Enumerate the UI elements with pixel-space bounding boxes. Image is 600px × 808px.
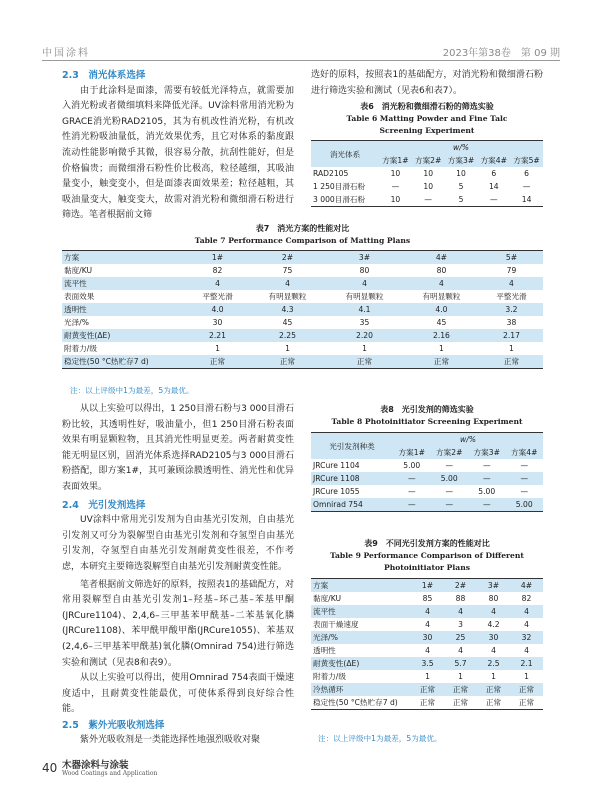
table-9-caption	[311, 538, 543, 574]
table-row	[311, 167, 543, 180]
table-cell: 有明显颗粒	[268, 292, 307, 301]
table-cell: 1	[439, 344, 444, 353]
table-cell: 2.17	[503, 331, 520, 340]
row-label: 透明性	[313, 646, 336, 655]
table-cell: 14	[521, 195, 532, 204]
table-row	[62, 290, 543, 303]
table-8	[311, 432, 543, 512]
column-header: 4#	[520, 581, 533, 590]
paragraph: UV涂料中常用光引发剂为自由基光引发剂，自由基光引发剂又可分为裂解型自由基光引发剂和夺氢型自由基光引发剂，夺氢型自由基光引发剂耐黄变性很差，不作考虑，本研究主要筛选裂解型自由基光引发剂耐黄变性能。	[62, 515, 294, 572]
column-header: 方案	[64, 253, 80, 262]
table-cell: 正常	[433, 357, 450, 366]
table-cell: 4	[524, 607, 529, 616]
table-cell: 正常	[485, 685, 502, 694]
table-7-caption	[62, 223, 543, 247]
table-row	[311, 644, 543, 657]
column-header: 3#	[487, 581, 500, 590]
table-cell: 30	[488, 633, 499, 642]
table-row	[311, 683, 543, 696]
table-8-body	[311, 459, 543, 512]
table-cell: 平整光滑	[202, 292, 233, 301]
page-number: 40	[42, 761, 58, 775]
table-title-cn: 表6 消光粉和微细滑石粉的筛选实验	[360, 102, 494, 111]
row-label: 光泽/%	[313, 633, 338, 642]
row-label: 3 000目滑石粉	[313, 195, 366, 204]
table-cell: —	[522, 182, 531, 191]
table-row	[311, 180, 543, 193]
table-cell: 4	[439, 279, 444, 288]
table-cell: 80	[359, 266, 370, 275]
table-row	[62, 342, 543, 355]
table-cell: 88	[455, 594, 466, 603]
table-cell: —	[445, 487, 454, 496]
table-cell: 10	[390, 195, 401, 204]
table-cell: —	[424, 195, 432, 204]
table-cell: 4	[425, 607, 430, 616]
table-cell: 4	[458, 646, 463, 655]
table-cell: 10	[423, 169, 434, 178]
table-cell: 4.2	[487, 620, 500, 629]
table-cell: 5.00	[478, 487, 496, 496]
table-cell: 14	[488, 182, 499, 191]
table-6-caption	[311, 101, 543, 137]
row-label: 稳定性(50 °C热贮存7 d)	[313, 698, 398, 707]
table-title-en: Table 6 Matting Powder and Fine Talc Screening Experiment	[346, 114, 508, 135]
table-cell: 4	[425, 620, 430, 629]
table-cell: 2.20	[356, 331, 373, 340]
row-label: 附着力/级	[313, 672, 346, 681]
column-header: 方案1#	[398, 448, 425, 457]
table-cell: 2.1	[520, 659, 533, 668]
footer-journal-cn: 木器涂料与涂装	[62, 760, 129, 771]
table-cell: —	[407, 500, 416, 509]
column-header: 方案2#	[415, 156, 442, 165]
table-cell: 有明显颗粒	[345, 292, 384, 301]
table-cell: 5.00	[403, 461, 421, 470]
row-label: JRCure 1108	[313, 474, 360, 483]
column-header: 方案4#	[511, 448, 538, 457]
table-9	[311, 578, 543, 710]
table-cell: 4	[491, 646, 496, 655]
column-header: 方案5#	[513, 156, 540, 165]
footer-journal-en: Wood Coatings and Application	[62, 770, 158, 777]
table-row	[62, 303, 543, 316]
issue-info: 2023年第38卷 第 09 期	[442, 48, 560, 59]
table-cell: 1	[362, 344, 367, 353]
table-cell: 6	[524, 169, 530, 178]
table-cell: 4	[524, 646, 529, 655]
table-cell: 45	[282, 318, 293, 327]
table-row	[311, 631, 543, 644]
table-cell: 5	[458, 182, 464, 191]
table-cell: 1	[524, 672, 529, 681]
table-cell: —	[482, 500, 491, 509]
row-label: 耐黄变性(ΔE)	[64, 331, 111, 340]
table-cell: 30	[422, 633, 433, 642]
table-cell: 正常	[503, 357, 520, 366]
table-title-cn: 表8 光引发剂的筛选实验	[380, 405, 474, 414]
table-cell: 25	[455, 633, 466, 642]
journal-name: 中国涂料	[42, 48, 90, 59]
table-row	[311, 618, 543, 631]
table-cell: 正常	[419, 685, 436, 694]
table-cell: 3.5	[421, 659, 434, 668]
table-cell: 10	[423, 182, 434, 191]
table-cell: 4.1	[358, 305, 371, 314]
table-cell: 80	[436, 266, 447, 275]
table-cell: —	[520, 487, 529, 496]
table-cell: 4	[285, 279, 290, 288]
table-cell: 1	[458, 672, 463, 681]
column-header: 方案1#	[382, 156, 409, 165]
table-cell: 82	[212, 266, 223, 275]
left-column-bottom	[62, 402, 294, 749]
table-cell: 5	[458, 195, 464, 204]
paragraph: 紫外光吸收剂是一类能选择性地强烈吸收对聚	[80, 735, 261, 746]
table-cell: 有明显颗粒	[422, 292, 461, 301]
table-title-en: Table 9 Performance Comparison of Different	[330, 551, 524, 560]
column-header: 方案3#	[473, 448, 500, 457]
table-cell: 4.0	[211, 305, 224, 314]
table-cell: —	[520, 461, 529, 470]
table-row	[311, 696, 543, 710]
row-label: 黏度/KU	[64, 266, 93, 275]
paragraph: 从以上实验可以得出，使用Omnirad 754表面干燥速度适中，且耐黄变性能最优，可使体系得到良好综合性能。	[62, 673, 294, 715]
unit-header: w/%	[460, 435, 476, 444]
table-cell: 正常	[452, 698, 469, 707]
table-9-body	[311, 592, 543, 710]
row-label: 表面干燥速度	[313, 620, 359, 629]
table-cell: 平整光滑	[496, 292, 527, 301]
table-title-en: Table 8 Photoinitiator Screening Experiment	[331, 417, 523, 426]
right-column-top	[311, 68, 543, 99]
table-row	[62, 329, 543, 342]
table-cell: 1	[425, 672, 430, 681]
section-heading-2-3: 2.3 消光体系选择	[62, 70, 146, 81]
row-label: 光泽/%	[64, 318, 89, 327]
column-header: 1#	[211, 253, 224, 262]
table-cell: 85	[422, 594, 433, 603]
table-cell: 45	[436, 318, 447, 327]
paragraph: 选好的原料，按照表1的基础配方，对消光粉和微细滑石粉进行筛选实验和测试（见表6和表7）。	[311, 70, 543, 96]
table-cell: 35	[359, 318, 370, 327]
header-divider	[42, 60, 560, 61]
table-cell: 4	[491, 607, 496, 616]
row-label: 透明性	[64, 305, 87, 314]
table-row	[311, 472, 543, 485]
column-header: 方案3#	[447, 156, 475, 165]
table-cell: 3.2	[505, 305, 518, 314]
row-label: 1 250目滑石粉	[313, 182, 366, 191]
table-cell: 正常	[518, 698, 535, 707]
table-cell: 5.7	[454, 659, 467, 668]
row-label: 流平性	[313, 607, 336, 616]
column-header: 方案2#	[436, 448, 463, 457]
table-cell: 30	[212, 318, 223, 327]
row-label: RAD2105	[313, 169, 349, 178]
table-cell: 10	[390, 169, 401, 178]
table-cell: 38	[506, 318, 517, 327]
table-title-en: Photoinitiator Plans	[383, 563, 470, 572]
table-cell: 4	[425, 646, 430, 655]
column-header: 3#	[358, 253, 371, 262]
table-cell: 82	[521, 594, 532, 603]
table-row	[311, 459, 543, 472]
row-label: 流平性	[64, 279, 87, 288]
table-cell: —	[445, 500, 454, 509]
left-column-top	[62, 68, 294, 224]
table-cell: 正常	[356, 357, 373, 366]
table-cell: 1	[215, 344, 220, 353]
table-cell: 6	[491, 169, 497, 178]
table-cell: 4.0	[435, 305, 448, 314]
table-row	[62, 355, 543, 369]
table-cell: 79	[506, 266, 517, 275]
row-label: Omnirad 754	[313, 500, 363, 509]
table-cell: 10	[456, 169, 466, 178]
table-cell: —	[407, 487, 416, 496]
table-cell: 32	[521, 633, 532, 642]
paragraph: 从以上实验可以得出，1 250目滑石粉与3 000目滑石粉比较，其透明性好，吸油量小，但1 250目滑石粉表面效果有明显颗粒物，且其消光性明显更差。两者耐黄变性能无明显区别，固消光体系选择RAD2105与3 000目滑石粉搭配，即方案1#，其可兼顾涂膜透明性、消光性和优异表面效果。	[62, 404, 294, 492]
column-header: 1#	[421, 581, 434, 590]
table-cell: 4.3	[281, 305, 294, 314]
table-cell: 4	[215, 279, 220, 288]
table-9-note: 注：以上评级中1为最差，5为最优。	[318, 734, 442, 743]
table-row	[311, 485, 543, 498]
table-row	[311, 193, 543, 207]
table-title-cn: 表7 消光方案的性能对比	[255, 224, 350, 233]
table-cell: 1	[491, 672, 496, 681]
table-cell: 3	[458, 620, 463, 629]
table-cell: 4	[509, 279, 514, 288]
column-header: 5#	[505, 253, 518, 262]
table-cell: —	[520, 474, 529, 483]
table-7-body	[62, 264, 543, 369]
column-header: 方案	[313, 581, 329, 590]
table-cell: —	[489, 195, 498, 204]
table-row	[311, 498, 543, 512]
table-title-en: Table 7 Performance Comparison of Matting Plans	[194, 236, 411, 245]
table-8-caption	[311, 404, 543, 428]
table-cell: 2.16	[432, 331, 450, 340]
table-row	[62, 316, 543, 329]
table-cell: 5.00	[440, 474, 458, 483]
table-cell: 4	[524, 620, 529, 629]
paragraph: 由于此涂料是面漆，需要有较低光泽特点，就需要加入消光粉或者微细填料来降低光泽。UV涂料常用消光粉为GRACE消光粉RAD2105，其为有机改性消光粉，有机改性消光粉吸油量低，消光效果优秀，且它对体系的黏度跟流动性能影响微乎其微，很容易分散，抗刮性能好，但是价格偏贵；而微细滑石粉性价比极高，粒径越细，其吸油量变小，触变变小，但是面漆表面效果差；粒径越粗，其吸油量变大，触变变大，故需对消光粉和微细滑石粉进行筛选。笔者根据前文筛	[62, 85, 294, 221]
row-label: JRCure 1104	[313, 461, 360, 470]
row-label: 黏度/KU	[313, 594, 342, 603]
table-cell: 4	[458, 607, 463, 616]
row-label: 稳定性(50 °C热贮存7 d)	[64, 357, 149, 366]
table-cell: 正常	[279, 357, 296, 366]
table-cell: —	[482, 474, 491, 483]
section-heading-2-5: 2.5 紫外光吸收剂选择	[62, 719, 165, 731]
column-header: 光引发剂种类	[329, 441, 375, 451]
table-cell: 4	[362, 279, 367, 288]
table-6	[311, 140, 543, 207]
row-label: 附着力/级	[64, 344, 97, 353]
column-header: 方案4#	[480, 156, 507, 165]
row-label: 耐黄变性(ΔE)	[313, 659, 360, 668]
table-row	[311, 657, 543, 670]
table-cell: 2.21	[209, 331, 226, 340]
table-cell: 1	[285, 344, 290, 353]
table-cell: —	[407, 474, 416, 483]
paragraph: 笔者根据前文筛选好的原料，按照表1的基础配方，对常用裂解型自由基光引发剂1–羟基–环己基–苯基甲酮(JRCure1104)、2,4,6–三甲基苯甲酰基–二苯基氧化膦(JRCure1108)、苯甲酰甲酸甲酯(JRCure1055)、苯基双(2,4,6–三甲基苯甲酰基)氧化膦(Omnirad 754)进行筛选实验和测试（见表8和表9）。	[62, 579, 294, 668]
table-cell: —	[391, 182, 400, 191]
row-label: 冷热循环	[313, 685, 344, 694]
column-header: 2#	[454, 581, 467, 590]
section-heading-2-4: 2.4 光引发剂选择	[62, 499, 146, 511]
table-cell: 正常	[419, 698, 436, 707]
table-row	[311, 670, 543, 683]
table-row	[62, 277, 543, 290]
unit-header: w/%	[453, 143, 469, 152]
table-cell: 正常	[485, 698, 502, 707]
column-header: 4#	[435, 253, 448, 262]
row-label: 表面效果	[64, 292, 95, 301]
column-header: 消光体系	[329, 149, 361, 159]
table-row	[311, 605, 543, 618]
column-header: 2#	[281, 253, 294, 262]
table-cell: 2.25	[279, 331, 296, 340]
table-cell: 75	[282, 266, 293, 275]
table-cell: 2.5	[487, 659, 500, 668]
table-cell: 正常	[452, 685, 469, 694]
table-row	[62, 264, 543, 277]
table-title-cn: 表9 不同光引发剂方案的性能对比	[364, 539, 490, 548]
table-cell: 正常	[209, 357, 226, 366]
table-cell: 5.00	[515, 500, 533, 509]
table-cell: 正常	[518, 685, 535, 694]
table-7-note: 注：以上评级中1为最差，5为最优。	[70, 386, 194, 395]
table-cell: —	[445, 461, 454, 470]
table-cell: —	[482, 461, 491, 470]
table-row	[311, 592, 543, 605]
table-7	[62, 250, 543, 369]
table-cell: 80	[488, 594, 499, 603]
table-cell: 1	[509, 344, 514, 353]
row-label: JRCure 1055	[313, 487, 360, 496]
